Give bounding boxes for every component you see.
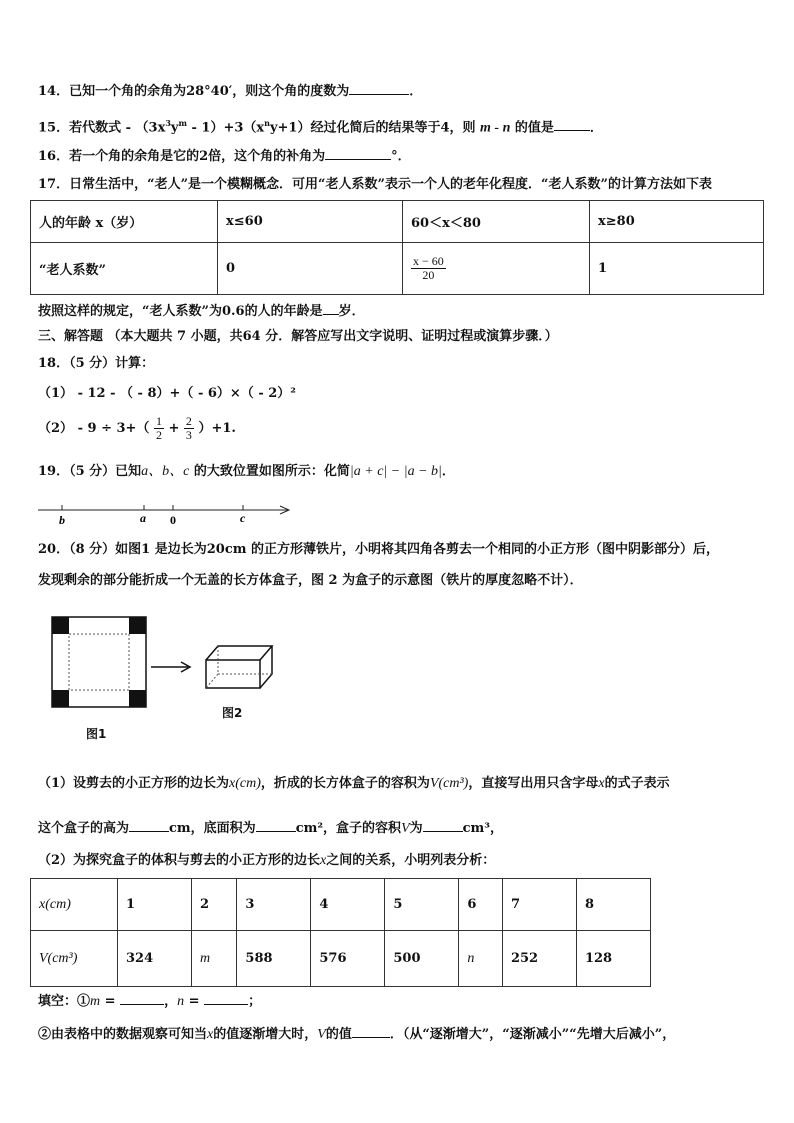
question-20-part-1a: （1）设剪去的小正方形的边长为x(cm)，折成的长方体盒子的容积为V(cm³)，直接写出用只含字母x的式子表示 bbox=[38, 776, 670, 791]
question-17: 17．日常生活中，“老人”是一个模糊概念．可用“老人系数”表示一个人的老年化程度．“老人系数”的计算方法如下表 bbox=[38, 177, 712, 192]
table-cell: m bbox=[191, 931, 236, 987]
question-20-observe: ②由表格中的数据观察可知当x的值逐渐增大时，V的值 ．（从“逐渐增大”，“逐渐减小”“先增大后减小”， bbox=[38, 1023, 675, 1045]
section-heading: 三、解答题 （本大题共 7 小题，共64 分．解答应写出文字说明、证明过程或演算步骤．） bbox=[38, 329, 558, 344]
question-16: 16．若一个角的余角是它的2倍，这个角的补角为 °． bbox=[38, 145, 411, 167]
table-cell: V(cm³) bbox=[31, 931, 118, 987]
question-19: 19．（5 分）已知a、b、c 的大致位置如图所示：化简|a + c| − |a − b|． bbox=[38, 464, 455, 479]
table-cell: 1 bbox=[118, 879, 192, 931]
question-20-line-2: 发现剩余的部分能折成一个无盖的长方体盒子，图 2 为盒子的示意图（铁片的厚度忽略不计）． bbox=[38, 573, 583, 588]
question-15: 15．若代数式 - $(3x^3y^m - 1)+3(x^ny+1)$经过化简后的结果等于4，则 m - n 的值是 ． bbox=[38, 118, 603, 136]
table-cell: 2 bbox=[191, 879, 236, 931]
box-top bbox=[206, 646, 272, 660]
elder-coefficient-table bbox=[30, 200, 764, 295]
question-20-part-1b: 这个盒子的高为 cm，底面积为 cm²，盒子的容积V为 cm³， bbox=[38, 817, 503, 839]
table-cell: 500 bbox=[385, 931, 459, 987]
answer-blank[interactable] bbox=[129, 817, 169, 832]
answer-blank[interactable] bbox=[120, 990, 164, 1005]
figure-1-caption: 图1 bbox=[86, 727, 107, 741]
table-cell: x≤60 bbox=[218, 201, 403, 243]
question-20-part-2: （2）为探究盒子的体积与剪去的小正方形的边长x之间的关系，小明列表分析： bbox=[38, 853, 496, 868]
table-cell: 5 bbox=[385, 879, 459, 931]
table-cell: 324 bbox=[118, 931, 192, 987]
corner-square bbox=[129, 617, 146, 634]
table-cell: 3 bbox=[237, 879, 311, 931]
answer-blank[interactable] bbox=[323, 300, 339, 315]
question-18-title: 18．（5 分）计算： bbox=[38, 356, 155, 371]
label-b: b bbox=[59, 513, 65, 527]
corner-square bbox=[52, 617, 69, 634]
answer-blank[interactable] bbox=[204, 990, 248, 1005]
label-c: c bbox=[240, 511, 246, 525]
table-cell: 60＜x＜80 bbox=[403, 201, 590, 243]
table-cell: 252 bbox=[502, 931, 576, 987]
table-cell: “老人系数” bbox=[31, 243, 218, 295]
question-20-line-1: 20．（8 分）如图1 是边长为20cm 的正方形薄铁片，小明将其四角各剪去一个相同的小正方形（图中阴影部分）后， bbox=[38, 542, 720, 557]
table-cell: 128 bbox=[576, 931, 650, 987]
fraction: $\frac{1}{2}$ bbox=[155, 414, 162, 442]
table-cell: 8 bbox=[576, 879, 650, 931]
answer-blank[interactable] bbox=[352, 1023, 390, 1038]
label-a: a bbox=[140, 511, 146, 525]
volume-table bbox=[30, 878, 651, 987]
table-cell: 1 bbox=[590, 243, 764, 295]
answer-blank[interactable] bbox=[256, 817, 296, 832]
answer-blank[interactable] bbox=[325, 145, 391, 160]
table-cell: 0 bbox=[218, 243, 403, 295]
answer-blank[interactable] bbox=[554, 116, 590, 131]
label-zero: 0 bbox=[170, 513, 176, 527]
question-14: 14．已知一个角的余角为28°40′，则这个角的度数为 ． bbox=[38, 80, 422, 102]
question-18-part-2: （2） - 9 ÷ 3+（ $\frac{1}{2}$ + $\frac{2}{3}$ ）+1. bbox=[38, 414, 236, 442]
question-17-followup: 按照这样的规定，“老人系数”为0.6的人的年龄是 岁． bbox=[38, 300, 365, 322]
table-cell: 6 bbox=[459, 879, 503, 931]
table-cell: 588 bbox=[237, 931, 311, 987]
table-cell: 4 bbox=[311, 879, 385, 931]
fraction: $\frac{x - 60}{20}$ bbox=[413, 254, 444, 282]
question-18-part-1: （1） - 12 - （ - 8）+（ - 6）×（ - 2）² bbox=[38, 386, 296, 401]
table-cell: 7 bbox=[502, 879, 576, 931]
figure-2-caption: 图2 bbox=[222, 706, 243, 720]
figure-2-box bbox=[200, 640, 290, 696]
answer-blank[interactable] bbox=[349, 80, 409, 95]
table-cell bbox=[403, 243, 590, 295]
number-line bbox=[36, 500, 298, 528]
table-cell: x≥80 bbox=[590, 201, 764, 243]
corner-square bbox=[129, 690, 146, 707]
question-20-fill: 填空：①m = ，n = ； bbox=[38, 990, 261, 1012]
answer-blank[interactable] bbox=[423, 817, 463, 832]
corner-square bbox=[52, 690, 69, 707]
table-cell: 576 bbox=[311, 931, 385, 987]
table-cell: n bbox=[459, 931, 503, 987]
table-cell: 人的年龄 x（岁） bbox=[31, 201, 218, 243]
table-cell: x(cm) bbox=[31, 879, 118, 931]
fraction: $\frac{2}{3}$ bbox=[185, 414, 192, 442]
